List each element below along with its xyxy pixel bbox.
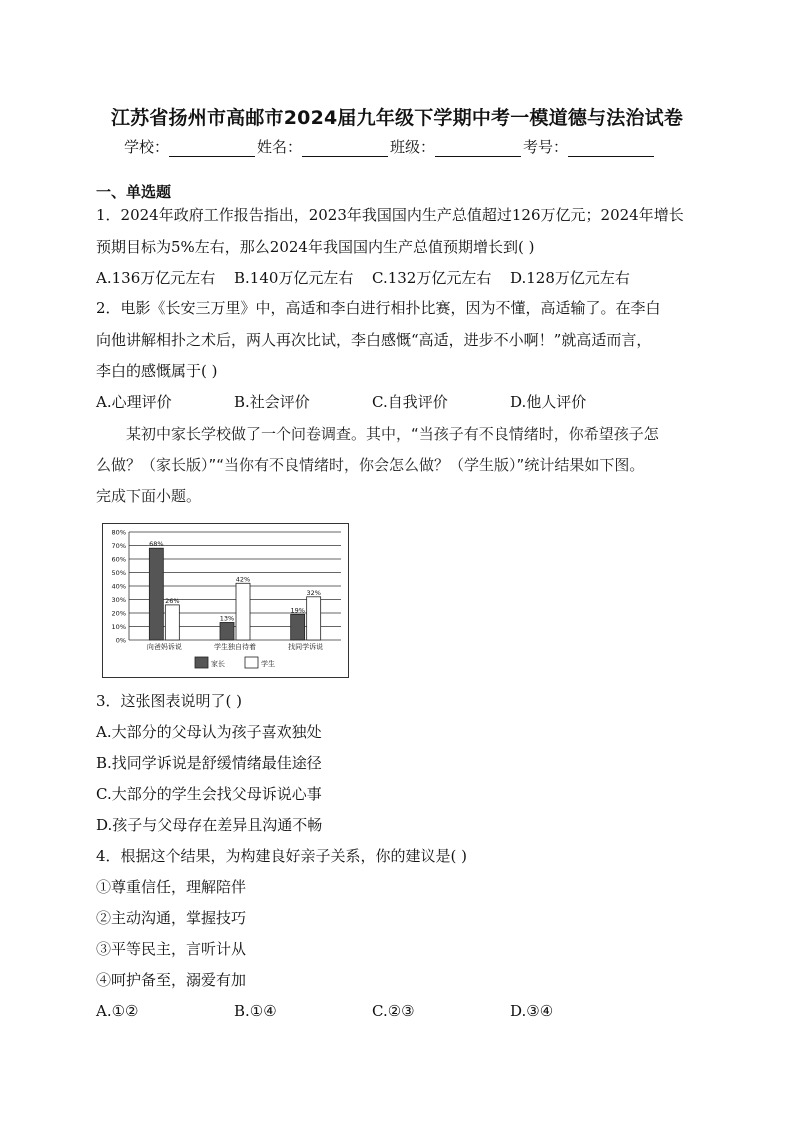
y-tick-label: 10%	[111, 623, 126, 631]
category-label: 学生独自待着	[214, 643, 256, 651]
q2-option-b[interactable]: B.社会评价	[234, 393, 310, 411]
q1-line-1: 1．2024年政府工作报告指出，2023年我国国内生产总值超过126万亿元；2024年增长	[96, 206, 684, 224]
q3-option-b[interactable]: B.找同学诉说是舒缓情绪最佳途径	[96, 754, 322, 772]
data-label: 26%	[165, 596, 180, 605]
data-label: 19%	[290, 606, 305, 615]
q4-option-a[interactable]: A.①②	[96, 1002, 139, 1020]
exam-title: 江苏省扬州市高邮市2024届九年级下学期中考一模道德与法治试卷	[110, 107, 684, 129]
y-tick-label: 40%	[111, 582, 126, 591]
student-info-row	[124, 136, 656, 157]
q1-option-d[interactable]: D.128万亿元左右	[510, 269, 630, 287]
exam-number-field[interactable]	[568, 140, 654, 157]
name-label: 姓名：	[257, 138, 303, 156]
material-line-1: 某初中家长学校做了一个问卷调查。其中，“当孩子有不良情绪时，你希望孩子怎	[126, 425, 659, 443]
q3-option-a[interactable]: A.大部分的父母认为孩子喜欢独处	[96, 723, 322, 741]
name-field[interactable]	[302, 140, 388, 157]
y-tick-label: 50%	[111, 569, 126, 577]
q1-option-b[interactable]: B.140万亿元左右	[234, 269, 354, 287]
material-line-3: 完成下面小题。	[96, 487, 202, 505]
q2-option-a[interactable]: A.心理评价	[96, 393, 172, 411]
q4-item-1: ①尊重信任，理解陪伴	[96, 878, 247, 896]
q4-option-b[interactable]: B.①④	[234, 1002, 277, 1020]
q4-options	[96, 1001, 553, 1021]
y-tick-label: 0%	[115, 636, 126, 645]
bar-学生	[307, 597, 321, 640]
q1-option-c[interactable]: C.132万亿元左右	[372, 269, 492, 287]
q1-options	[96, 268, 630, 288]
q4-option-d[interactable]: D.③④	[510, 1002, 554, 1020]
q4-stem: 4．根据这个结果，为构建良好亲子关系，你的建议是( )	[96, 847, 468, 865]
survey-bar-chart	[102, 523, 349, 678]
chart-canvas	[103, 524, 347, 676]
q2-options	[96, 392, 586, 412]
data-label: 32%	[306, 588, 321, 597]
material-line-2: 么做？（家长版）”“当你有不良情绪时，你会怎么做？（学生版）”统计结果如下图。	[96, 456, 645, 474]
data-label: 42%	[235, 575, 251, 584]
q2-line-3: 李白的感慨属于( )	[96, 362, 218, 380]
school-label: 学校：	[124, 138, 170, 156]
category-label: 向爸妈诉说	[146, 643, 182, 651]
category-label: 找同学诉说	[288, 643, 324, 651]
section-title: 一、单选题	[96, 183, 172, 201]
y-tick-label: 70%	[111, 542, 126, 550]
q1-line-2: 预期目标为5%左右，那么2024年我国国内生产总值预期增长到( )	[96, 238, 535, 256]
bar-学生	[236, 583, 250, 640]
q4-item-2: ②主动沟通，掌握技巧	[96, 909, 247, 927]
legend-label: 学生	[261, 660, 275, 668]
class-label: 班级：	[390, 138, 436, 156]
q3-option-d[interactable]: D.孩子与父母存在差异且沟通不畅	[96, 816, 323, 834]
q3-option-c[interactable]: C.大部分的学生会找父母诉说心事	[96, 785, 322, 803]
legend-swatch	[195, 657, 208, 668]
bar-家长	[291, 614, 305, 640]
y-tick-label: 80%	[111, 528, 126, 537]
y-tick-label: 20%	[111, 609, 126, 618]
exam-number-label: 考号：	[523, 138, 569, 156]
school-field[interactable]	[169, 140, 255, 157]
q4-item-3: ③平等民主，言听计从	[96, 940, 247, 958]
bar-学生	[165, 605, 179, 640]
data-label: 68%	[149, 540, 164, 549]
data-label: 13%	[219, 614, 235, 623]
q3-stem: 3．这张图表说明了( )	[96, 692, 243, 710]
legend-label: 家长	[211, 660, 225, 668]
q4-item-4: ④呵护备至，溺爱有加	[96, 971, 247, 989]
legend-swatch	[245, 657, 258, 668]
bar-家长	[220, 622, 234, 640]
q2-line-1: 2．电影《长安三万里》中，高适和李白进行相扑比赛，因为不懂，高适输了。在李白	[96, 299, 661, 317]
class-field[interactable]	[435, 140, 521, 157]
q2-option-d[interactable]: D.他人评价	[510, 393, 587, 411]
q4-option-c[interactable]: C.②③	[372, 1002, 415, 1020]
q1-option-a[interactable]: A.136万亿元左右	[96, 269, 216, 287]
q2-option-c[interactable]: C.自我评价	[372, 393, 448, 411]
bar-家长	[149, 548, 163, 640]
y-tick-label: 60%	[111, 555, 126, 564]
q2-line-2: 向他讲解相扑之术后，两人再次比试，李白感慨“高适，进步不小啊！”就高适而言，	[96, 331, 652, 349]
y-tick-label: 30%	[111, 596, 126, 604]
